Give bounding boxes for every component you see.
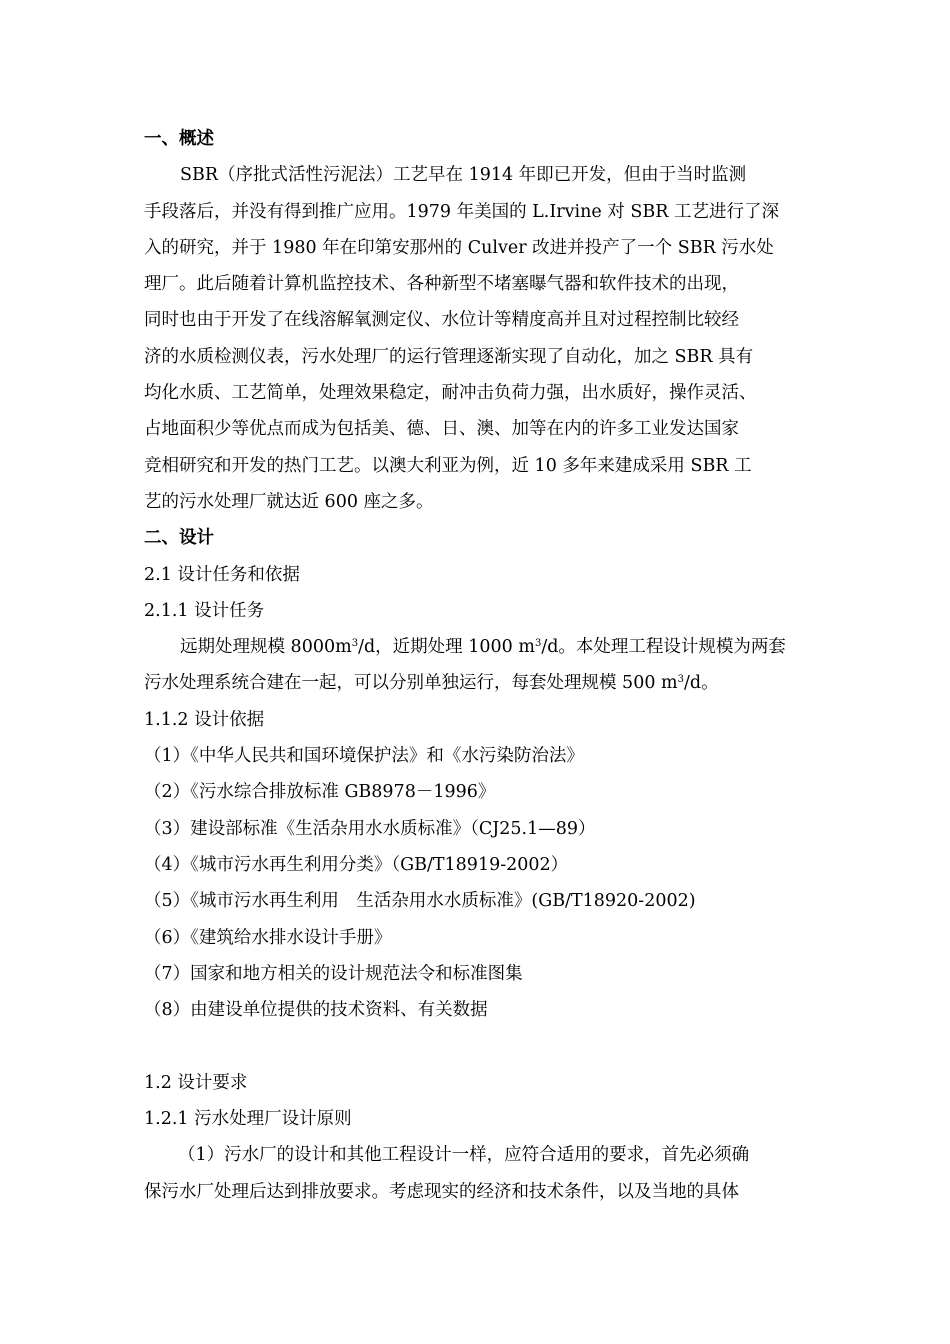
task-text: 远期处理规模 8000m <box>180 637 352 658</box>
paragraph-line: SBR（序批式活性污泥法）工艺早在 1914 年即已开发，但由于当时监测 <box>180 165 747 186</box>
task-line-2 <box>144 665 824 701</box>
list-item: （7）国家和地方相关的设计规范法令和标准图集 <box>144 963 523 984</box>
superscript: 3 <box>677 674 684 686</box>
paragraph-line: 保污水厂处理后达到排放要求。考虑现实的经济和技术条件，以及当地的具体 <box>144 1181 739 1202</box>
subheading-2-1-1: 2.1.1 设计任务 <box>144 600 265 621</box>
task-text: 污水处理系统合建在一起，可以分别单独运行，每套处理规模 500 m <box>144 673 678 694</box>
subheading-1-2-1: 1.2.1 污水处理厂设计原则 <box>144 1109 352 1130</box>
paragraph-line: 理厂。此后随着计算机监控技术、各种新型不堵塞曝气器和软件技术的出现， <box>144 274 739 295</box>
list-item: （6）《建筑给水排水设计手册》 <box>144 927 392 948</box>
superscript: 3 <box>534 638 542 650</box>
subheading-1-2: 1.2 设计要求 <box>144 1072 248 1093</box>
list-item: （8）由建设单位提供的技术资料、有关数据 <box>144 1000 488 1021</box>
task-text: /d，近期处理 1000 m <box>358 637 535 658</box>
list-item: （1）《中华人民共和国环境保护法》和《水污染防治法》 <box>144 746 584 767</box>
task-text: /d。 <box>684 673 719 694</box>
list-item: （2）《污水综合排放标准 GB8978－1996》 <box>144 782 496 803</box>
paragraph-line: 入的研究，并于 1980 年在印第安那州的 Culver 改进并投产了一个 SBR 污水处 <box>144 237 774 258</box>
list-item: （3）建设部标准《生活杂用水水质标准》（CJ25.1—89） <box>144 818 596 839</box>
paragraph-line: 占地面积少等优点而成为包括美、德、日、澳、加等在内的许多工业发达国家 <box>144 419 739 440</box>
blank-line <box>144 1028 824 1064</box>
list-item: （4）《城市污水再生利用分类》（GB/T18919-2002） <box>144 854 569 875</box>
superscript: 3 <box>351 638 359 650</box>
paragraph-line: 竞相研究和开发的热门工艺。以澳大利亚为例，近 10 多年来建成采用 SBR 工 <box>144 455 752 476</box>
heading-design: 二、设计 <box>144 528 214 549</box>
document-body <box>144 121 824 1210</box>
list-item: （5）《城市污水再生利用 生活杂用水水质标准》(GB/T18920-2002) <box>144 891 696 912</box>
paragraph-line: 艺的污水处理厂就达近 600 座之多。 <box>144 491 434 512</box>
paragraph-line: （1）污水厂的设计和其他工程设计一样，应符合适用的要求，首先必须确 <box>178 1145 750 1166</box>
task-text: /d。本处理工程设计规模为两套 <box>541 637 786 658</box>
paragraph-line: 手段落后，并没有得到推广应用。1979 年美国的 L.Irvine 对 SBR 工艺进行了深 <box>144 201 779 222</box>
subheading-1-1-2: 1.1.2 设计依据 <box>144 709 265 730</box>
subheading-2-1: 2.1 设计任务和依据 <box>144 564 300 585</box>
paragraph-line: 均化水质、工艺简单，处理效果稳定，耐冲击负荷力强，出水质好，操作灵活、 <box>144 383 757 404</box>
task-line-1 <box>144 629 824 665</box>
heading-overview: 一、概述 <box>144 129 214 149</box>
paragraph-line: 济的水质检测仪表，污水处理厂的运行管理逐渐实现了自动化，加之 SBR 具有 <box>144 346 754 367</box>
paragraph-line: 同时也由于开发了在线溶解氧测定仪、水位计等精度高并且对过程控制比较经 <box>144 310 739 331</box>
